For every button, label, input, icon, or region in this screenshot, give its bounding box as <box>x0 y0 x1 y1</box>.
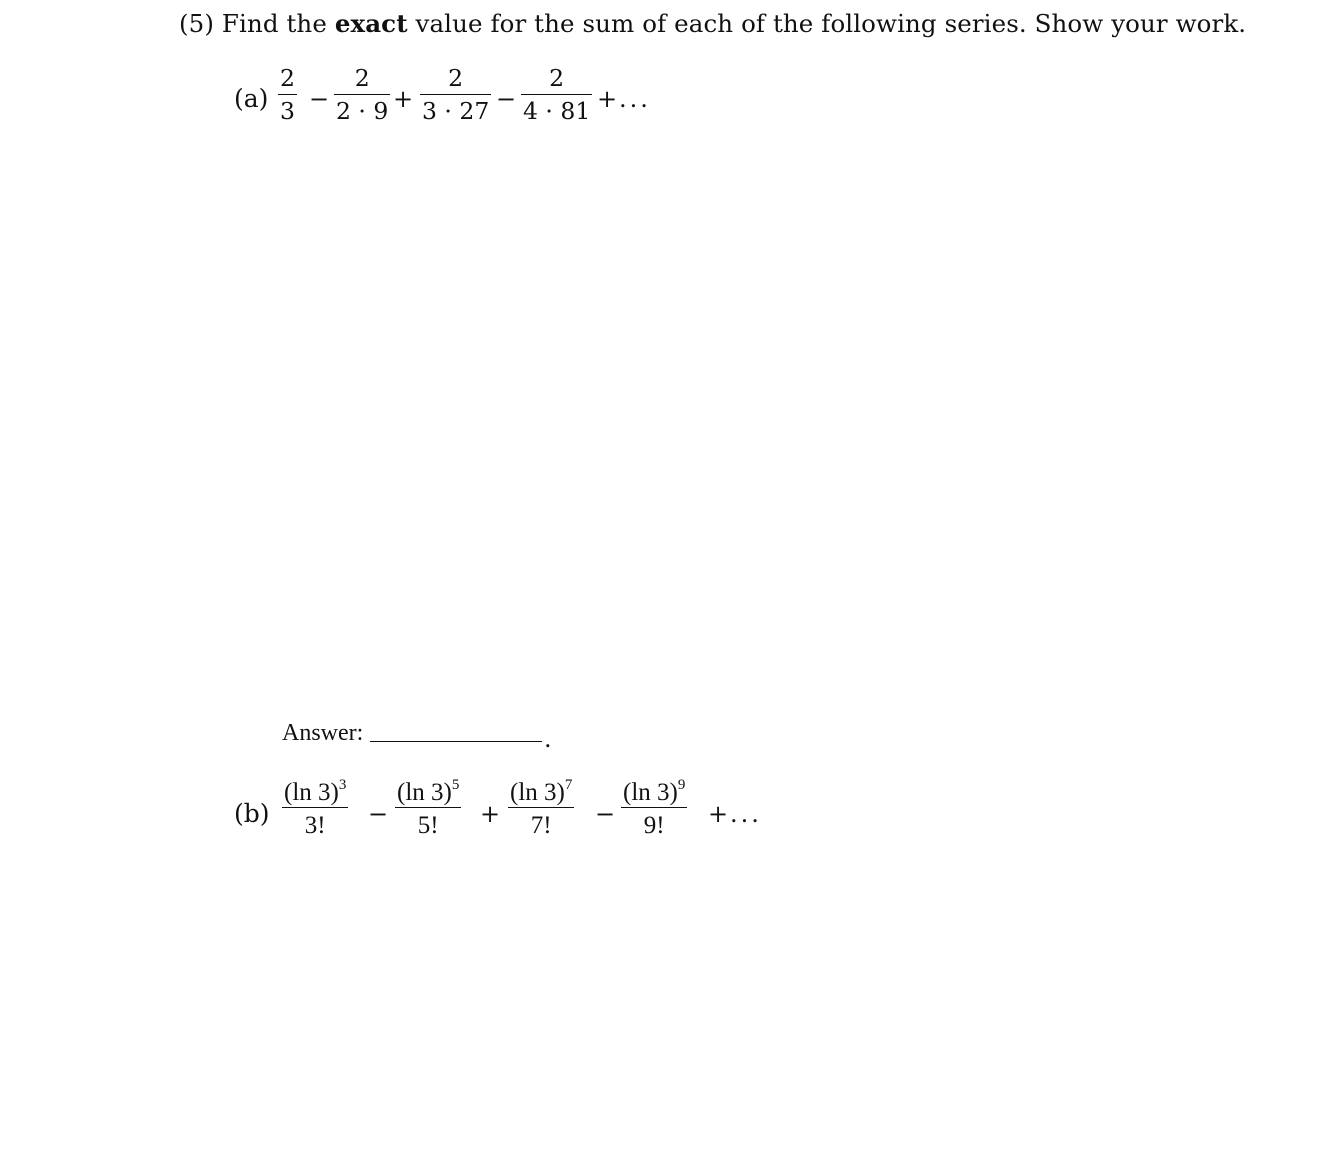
exponent: 9 <box>677 776 686 793</box>
question-heading <box>179 9 1246 38</box>
question-bold-word: exact <box>334 9 408 38</box>
part-a-term-4 <box>521 64 592 126</box>
part-a-term-3 <box>420 64 491 126</box>
ln-base: (ln 3) <box>397 779 452 806</box>
part-b-term-2-num <box>395 776 461 806</box>
part-a-term-1-den: 3 <box>280 97 295 126</box>
part-a-term-1-num: 2 <box>280 64 295 92</box>
part-b-op-1: − <box>368 800 389 828</box>
fraction-bar <box>420 94 491 95</box>
part-b-term-3-num <box>508 776 574 806</box>
part-b-op-3: − <box>595 800 616 828</box>
part-a-op-1: − <box>309 85 330 113</box>
part-a-term-4-num: 2 <box>549 64 565 92</box>
part-a-op-2: + <box>393 85 414 113</box>
ln-base: (ln 3) <box>623 779 678 806</box>
fraction-bar <box>521 94 592 95</box>
fraction-bar <box>278 94 297 95</box>
fraction-bar <box>282 807 348 808</box>
answer-label: Answer: <box>282 720 364 746</box>
fraction-bar <box>334 94 390 95</box>
part-b-term-2-den: 5! <box>417 812 439 840</box>
part-a-term-2-den: 2 · 9 <box>336 97 389 126</box>
part-b-term-1 <box>282 776 348 840</box>
part-b-label: (b) <box>234 799 270 828</box>
question-text-before: Find the <box>221 9 327 38</box>
part-b-ellipsis: ... <box>730 800 762 828</box>
fraction-bar <box>508 807 574 808</box>
part-a-term-2 <box>334 64 390 126</box>
part-b-term-3-den: 7! <box>530 812 552 840</box>
part-a-op-3: − <box>496 85 517 113</box>
part-a-label: (a) <box>234 84 269 113</box>
part-b-term-1-den: 3! <box>304 812 326 840</box>
part-b-term-4-den: 9! <box>643 812 665 840</box>
question-number: (5) <box>179 9 215 38</box>
part-b-op-2: + <box>480 800 501 828</box>
answer-end-period: . <box>544 725 552 753</box>
exponent: 7 <box>564 776 573 793</box>
part-a-ellipsis: ... <box>619 85 651 113</box>
part-a-term-3-num: 2 <box>448 64 464 92</box>
part-a-op-4: + <box>597 85 618 113</box>
part-a-term-4-den: 4 · 81 <box>523 97 591 126</box>
part-b-term-3 <box>508 776 574 840</box>
part-b-term-4 <box>621 776 687 840</box>
part-b-term-1-num <box>282 776 348 806</box>
part-b-term-2 <box>395 776 461 840</box>
ln-base: (ln 3) <box>284 779 339 806</box>
part-a-term-1 <box>278 64 297 126</box>
part-b-term-4-num <box>621 776 687 806</box>
exponent: 3 <box>338 776 347 793</box>
ln-base: (ln 3) <box>510 779 565 806</box>
answer-blank-line[interactable] <box>370 741 542 742</box>
part-a-term-3-den: 3 · 27 <box>422 97 490 126</box>
exponent: 5 <box>451 776 460 793</box>
question-text-after: value for the sum of each of the following series. Show your work. <box>415 9 1247 38</box>
part-a-term-2-num: 2 <box>354 64 370 92</box>
fraction-bar <box>621 807 687 808</box>
fraction-bar <box>395 807 461 808</box>
part-b-op-4: + <box>708 800 729 828</box>
